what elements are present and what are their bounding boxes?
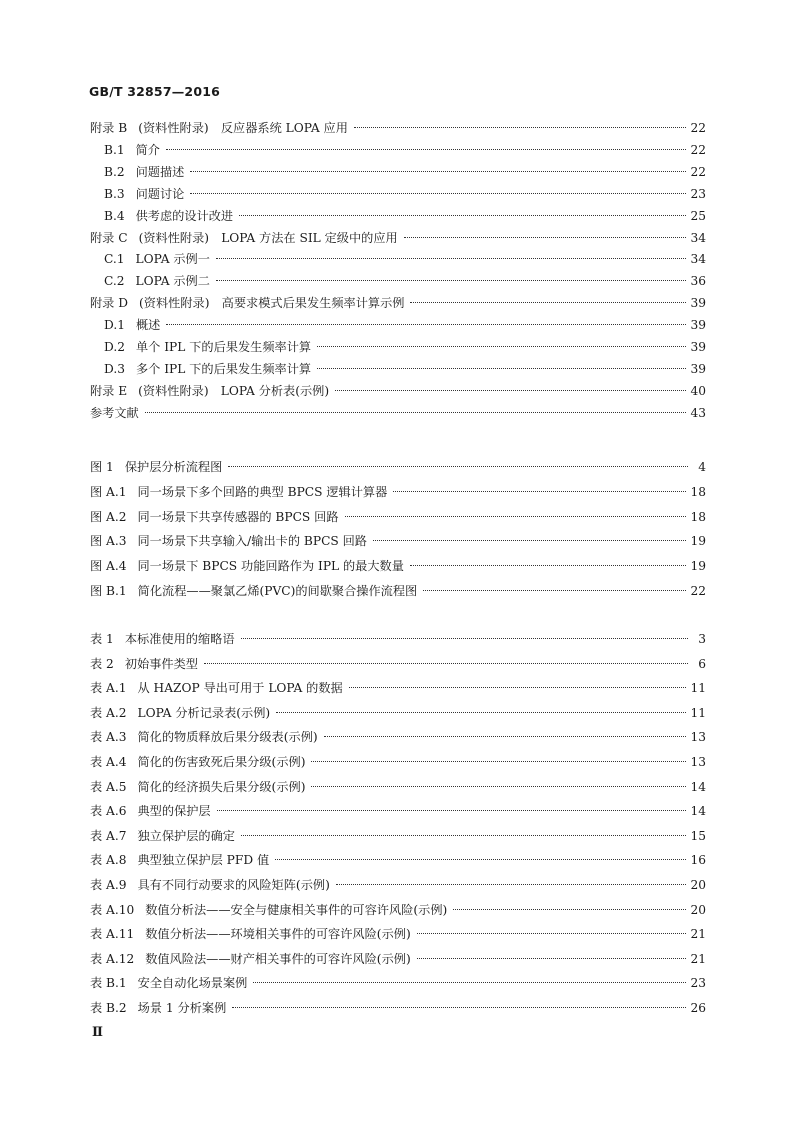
toc-entry-page: 19 — [690, 559, 706, 574]
toc-entry-number: C.1 — [104, 252, 125, 267]
dot-leader — [404, 237, 687, 238]
toc-entry-title: 简化的伤害致死后果分级(示例) — [137, 755, 306, 769]
table-toc-entry[interactable] — [90, 703, 706, 723]
appendix-toc-entry[interactable] — [90, 162, 706, 182]
toc-entry-title: 典型的保护层 — [137, 804, 211, 819]
toc-entry-title: 独立保护层的确定 — [137, 828, 235, 843]
toc-entry-title: (资料性附录) LOPA 分析表(示例) — [138, 383, 330, 398]
dot-leader — [204, 663, 688, 664]
toc-entry-page: 20 — [690, 902, 706, 917]
toc-entry-page: 40 — [690, 383, 706, 398]
figure-toc-entry[interactable] — [90, 556, 706, 576]
toc-entry-title: 数值风险法——财产相关事件的可容许风险(示例) — [145, 951, 411, 966]
toc-entry-number: 表 A.4 — [90, 755, 127, 769]
table-toc-entry[interactable] — [90, 777, 706, 797]
appendix-toc-entry[interactable] — [90, 228, 706, 248]
toc-entry-number: 附录 E — [90, 383, 128, 398]
toc-entry-number: 图 1 — [90, 460, 114, 474]
table-toc-entry[interactable] — [90, 900, 706, 920]
toc-entry-title: 单个 IPL 下的后果发生频率计算 — [135, 340, 312, 354]
dot-leader — [276, 712, 686, 713]
table-toc-entry[interactable] — [90, 875, 706, 895]
toc-entry-title: 本标准使用的缩略语 — [124, 632, 235, 646]
toc-entry-page: 13 — [690, 755, 706, 769]
toc-entry-number: 表 A.12 — [90, 951, 135, 966]
table-toc-entry[interactable] — [90, 678, 706, 698]
dot-leader — [190, 193, 686, 194]
table-toc-entry[interactable] — [90, 826, 706, 846]
toc-entry-title: 保护层分析流程图 — [124, 460, 223, 474]
toc-entry-title: 同一场景下 BPCS 功能回路作为 IPL 的最大数量 — [137, 559, 404, 574]
toc-entry-title: 数值分析法——环境相关事件的可容许风险(示例) — [145, 927, 411, 942]
dot-leader — [311, 786, 686, 787]
dot-leader — [345, 516, 687, 517]
toc-entry-number: B.2 — [104, 164, 125, 179]
dot-leader — [253, 982, 686, 983]
dot-leader — [317, 346, 686, 347]
appendix-toc-entry[interactable] — [90, 359, 706, 379]
dot-leader — [216, 258, 687, 259]
toc-entry-number: 表 2 — [90, 656, 114, 671]
toc-entry-title: 同一场景下共享传感器的 BPCS 回路 — [137, 509, 339, 524]
toc-entry-number: 图 B.1 — [90, 584, 127, 598]
toc-entry-number: 图 A.1 — [90, 484, 127, 499]
toc-entry-number: B.1 — [104, 142, 125, 157]
toc-entry-page: 4 — [698, 460, 706, 474]
toc-entry-page: 20 — [690, 878, 706, 892]
toc-entry-number: B.4 — [104, 208, 125, 223]
toc-entry-page: 18 — [690, 509, 706, 524]
dot-leader — [417, 933, 687, 934]
toc-entry-page: 18 — [690, 484, 706, 499]
toc-entry-number: 表 A.10 — [90, 902, 135, 917]
toc-entry-page: 3 — [698, 632, 706, 646]
toc-entry-page: 11 — [690, 681, 706, 696]
toc-entry-number: C.2 — [104, 274, 125, 289]
toc-entry-page: 22 — [690, 121, 706, 135]
table-toc-entry[interactable] — [90, 998, 706, 1018]
toc-entry-title: 问题描述 — [135, 164, 185, 179]
dot-leader — [324, 736, 687, 737]
table-toc-entry[interactable] — [90, 752, 706, 772]
appendix-toc-entry[interactable] — [90, 403, 706, 423]
toc-entry-number: B.3 — [104, 186, 125, 201]
document-code: GB/T 32857—2016 — [89, 84, 221, 99]
toc-entry-number: 表 A.1 — [90, 681, 127, 696]
table-toc-entry[interactable] — [90, 949, 706, 969]
dot-leader — [354, 127, 687, 128]
dot-leader — [393, 491, 686, 492]
toc-entry-title: 简化流程——聚氯乙烯(PVC)的间歇聚合操作流程图 — [137, 584, 418, 598]
toc-entry-number: 表 B.2 — [90, 1001, 127, 1015]
table-toc-entry[interactable] — [90, 727, 706, 747]
toc-entry-title: (资料性附录) 反应器系统 LOPA 应用 — [138, 121, 348, 135]
dot-leader — [228, 466, 688, 467]
toc-entry-title: 问题讨论 — [135, 186, 185, 201]
toc-entry-title: 同一场景下多个回路的典型 BPCS 逻辑计算器 — [137, 484, 388, 499]
toc-entry-title: 概述 — [135, 318, 161, 333]
dot-leader — [317, 368, 686, 369]
toc-entry-title: 简化的物质释放后果分级表(示例) — [137, 730, 318, 745]
toc-entry-title: 数值分析法——安全与健康相关事件的可容许风险(示例) — [145, 902, 448, 917]
dot-leader — [239, 215, 686, 216]
dot-leader — [166, 149, 687, 150]
dot-leader — [410, 302, 686, 303]
toc-entry-number: 表 A.8 — [90, 853, 127, 868]
figure-toc-entry[interactable] — [90, 531, 706, 551]
toc-entry-number: 图 A.3 — [90, 534, 127, 549]
toc-entry-number: 附录 D — [90, 296, 129, 311]
toc-entry-page: 6 — [698, 656, 706, 671]
dot-leader — [190, 171, 686, 172]
toc-entry-number: 图 A.2 — [90, 509, 127, 524]
appendix-toc-entry[interactable] — [90, 337, 706, 357]
toc-entry-title: LOPA 示例一 — [135, 252, 210, 267]
toc-entry-title: 供考虑的设计改进 — [135, 208, 234, 223]
toc-entry-title: LOPA 分析记录表(示例) — [137, 705, 271, 720]
toc-entry-number: D.1 — [104, 318, 125, 333]
toc-entry-page: 36 — [690, 274, 706, 289]
toc-entry-page: 23 — [690, 186, 706, 201]
toc-entry-page: 21 — [690, 927, 706, 942]
toc-entry-page: 39 — [690, 361, 706, 376]
toc-entry-page: 13 — [690, 730, 706, 745]
toc-entry-page: 21 — [690, 951, 706, 966]
dot-leader — [336, 884, 687, 885]
dot-leader — [335, 390, 686, 391]
dot-leader — [417, 958, 687, 959]
figure-toc-entry[interactable] — [90, 581, 706, 601]
toc-entry-number: D.3 — [104, 361, 125, 376]
dot-leader — [373, 540, 686, 541]
appendix-toc-entry[interactable] — [90, 249, 706, 269]
dot-leader — [241, 835, 686, 836]
toc-entry-page: 11 — [690, 705, 706, 720]
dot-leader — [241, 638, 688, 639]
toc-entry-number: 表 A.3 — [90, 730, 127, 745]
toc-entry-number: 图 A.4 — [90, 559, 127, 574]
toc-entry-title: (资料性附录) 高要求模式后果发生频率计算示例 — [139, 296, 405, 311]
dot-leader — [166, 324, 686, 325]
dot-leader — [423, 590, 686, 591]
toc-entry-page: 25 — [690, 208, 706, 223]
toc-entry-page: 19 — [690, 534, 706, 549]
dot-leader — [275, 859, 686, 860]
toc-entry-title: 安全自动化场景案例 — [137, 976, 248, 991]
toc-entry-number: 表 A.11 — [90, 927, 135, 942]
table-toc-entry[interactable] — [90, 801, 706, 821]
toc-entry-title: 具有不同行动要求的风险矩阵(示例) — [137, 878, 330, 892]
toc-entry-title: LOPA 示例二 — [135, 274, 210, 289]
appendix-toc-entry[interactable] — [90, 293, 706, 313]
toc-entry-title: 简介 — [135, 142, 160, 157]
toc-entry-number: D.2 — [104, 340, 125, 354]
dot-leader — [410, 565, 687, 566]
table-toc-entry[interactable] — [90, 629, 706, 649]
toc-entry-page: 43 — [690, 405, 706, 420]
page-number: Ⅱ — [92, 1025, 103, 1040]
toc-entry-page: 23 — [690, 976, 706, 991]
toc-entry-page: 22 — [690, 142, 706, 157]
dot-leader — [349, 687, 687, 688]
dot-leader — [216, 280, 687, 281]
toc-entry-page: 34 — [690, 252, 706, 267]
toc-entry-number: 表 B.1 — [90, 976, 127, 991]
toc-entry-title: 简化的经济损失后果分级(示例) — [137, 779, 306, 794]
appendix-toc-entry[interactable] — [90, 184, 706, 204]
dot-leader — [453, 909, 686, 910]
dot-leader — [311, 761, 686, 762]
toc-entry-title: 参考文献 — [90, 405, 139, 420]
appendix-toc-entry[interactable] — [90, 381, 706, 401]
dot-leader — [217, 810, 687, 811]
figure-toc-entry[interactable] — [90, 457, 706, 477]
toc-entry-title: (资料性附录) LOPA 方法在 SIL 定级中的应用 — [138, 230, 398, 245]
toc-entry-number: 表 A.6 — [90, 804, 127, 819]
toc-entry-title: 典型独立保护层 PFD 值 — [137, 853, 270, 868]
toc-entry-page: 16 — [690, 853, 706, 868]
appendix-toc-entry[interactable] — [90, 315, 706, 335]
toc-entry-page: 14 — [690, 804, 706, 819]
toc-entry-number: 表 A.7 — [90, 828, 127, 843]
table-toc-entry[interactable] — [90, 924, 706, 944]
toc-entry-title: 从 HAZOP 导出可用于 LOPA 的数据 — [137, 681, 343, 696]
toc-entry-title: 同一场景下共享输入/输出卡的 BPCS 回路 — [137, 534, 367, 549]
toc-entry-page: 15 — [690, 828, 706, 843]
appendix-toc-entry[interactable] — [90, 118, 706, 138]
toc-entry-page: 22 — [690, 164, 706, 179]
toc-entry-page: 39 — [690, 296, 706, 311]
toc-entry-number: 附录 C — [90, 230, 128, 245]
toc-entry-title: 多个 IPL 下的后果发生频率计算 — [135, 361, 312, 376]
toc-entry-number: 表 1 — [90, 632, 114, 646]
toc-entry-page: 34 — [690, 230, 706, 245]
toc-entry-page: 14 — [690, 779, 706, 794]
toc-entry-number: 表 A.2 — [90, 705, 127, 720]
toc-entry-page: 22 — [690, 584, 706, 598]
table-toc-entry[interactable] — [90, 654, 706, 674]
figure-toc-entry[interactable] — [90, 507, 706, 527]
toc-entry-title: 场景 1 分析案例 — [137, 1001, 227, 1015]
dot-leader — [232, 1007, 686, 1008]
figure-toc-entry[interactable] — [90, 482, 706, 502]
toc-entry-number: 表 A.5 — [90, 779, 127, 794]
toc-entry-number: 表 A.9 — [90, 878, 127, 892]
dot-leader — [145, 412, 687, 413]
toc-entry-page: 26 — [690, 1001, 706, 1015]
toc-entry-number: 附录 B — [90, 121, 128, 135]
appendix-toc-entry[interactable] — [90, 271, 706, 291]
toc-entry-title: 初始事件类型 — [124, 656, 198, 671]
toc-entry-page: 39 — [690, 318, 706, 333]
toc-entry-page: 39 — [690, 340, 706, 354]
appendix-toc-entry[interactable] — [90, 140, 706, 160]
table-toc-entry[interactable] — [90, 973, 706, 993]
appendix-toc-entry[interactable] — [90, 206, 706, 226]
table-toc-entry[interactable] — [90, 850, 706, 870]
